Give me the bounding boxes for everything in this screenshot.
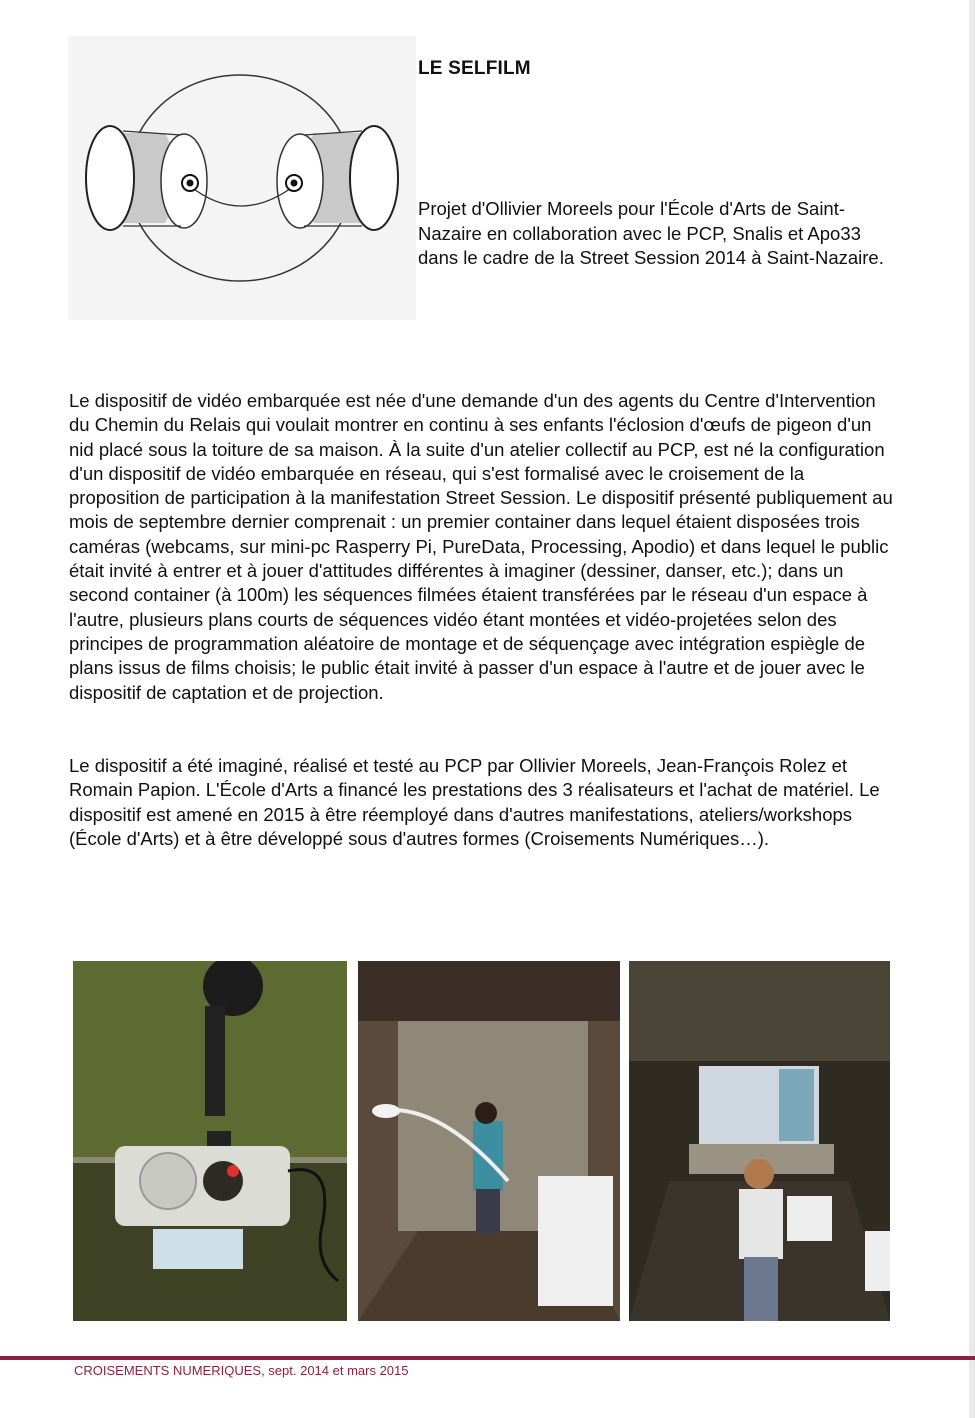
- selfilm-logo-image: [68, 36, 416, 320]
- page-edge: [969, 0, 975, 1418]
- photo-container-interior: [358, 961, 620, 1321]
- photo-camera-device: [73, 961, 347, 1321]
- footer-text: CROISEMENTS NUMERIQUES, sept. 2014 et mars 2015: [74, 1363, 409, 1378]
- body-paragraph-2: Le dispositif a été imaginé, réalisé et testé au PCP par Ollivier Moreels, Jean-François Rolez et Romain Papion. L'École d'Arts a financé les prestations des 3 réalisateurs et l'achat de matériel. Le dispositif est amené en 2015 à être réemployé dans d'autres manifestations, ateliers/workshops (École d'Arts) et à être développé sous d'autres formes (Croisements Numériques…).: [69, 755, 880, 849]
- footer-rule: [0, 1356, 975, 1360]
- body-paragraph-1: Le dispositif de vidéo embarquée est née d'une demande d'un des agents du Centre d'Intervention du Chemin du Relais qui voulait montrer en continu à ses enfants l'éclosion d'œufs de pigeon d'un nid placé sous la toiture de sa maison. À la suite d'un atelier collectif au PCP, est né la configuration d'un dispositif de vidéo embarquée en réseau, qui s'est formalisé avec le croisement de la proposition de participation à la manifestation Street Session. Le dispositif présenté publiquement au mois de septembre dernier comprenait : un premier container dans lequel étaient disposées trois caméras (webcams, sur mini-pc Rasperry Pi, PureData, Processing, Apodio) et dans lequel le public était invité à entrer et à jouer d'attitudes différentes à imaginer (dessiner, danser, etc.); dans un second container (à 100m) les séquences filmées étaient transférées par le réseau d'un espace à l'autre, plusieurs plans courts de séquences vidéo étant montées et vidéo-projetées selon des principes de programmation aléatoire de montage et de séquençage avec intégration espiègle de plans issus de films choisis; le public était invité à passer d'un espace à l'autre et de jouer avec le dispositif de captation et de projection.: [69, 390, 893, 703]
- page-title: LE SELFILM: [418, 58, 531, 79]
- photo-projection-container: [629, 961, 890, 1321]
- intro-text: Projet d'Ollivier Moreels pour l'École d'Arts de Saint-Nazaire en collaboration avec le PCP, Snalis et Apo33 dans le cadre de la Street Session 2014 à Saint-Nazaire.: [418, 198, 884, 268]
